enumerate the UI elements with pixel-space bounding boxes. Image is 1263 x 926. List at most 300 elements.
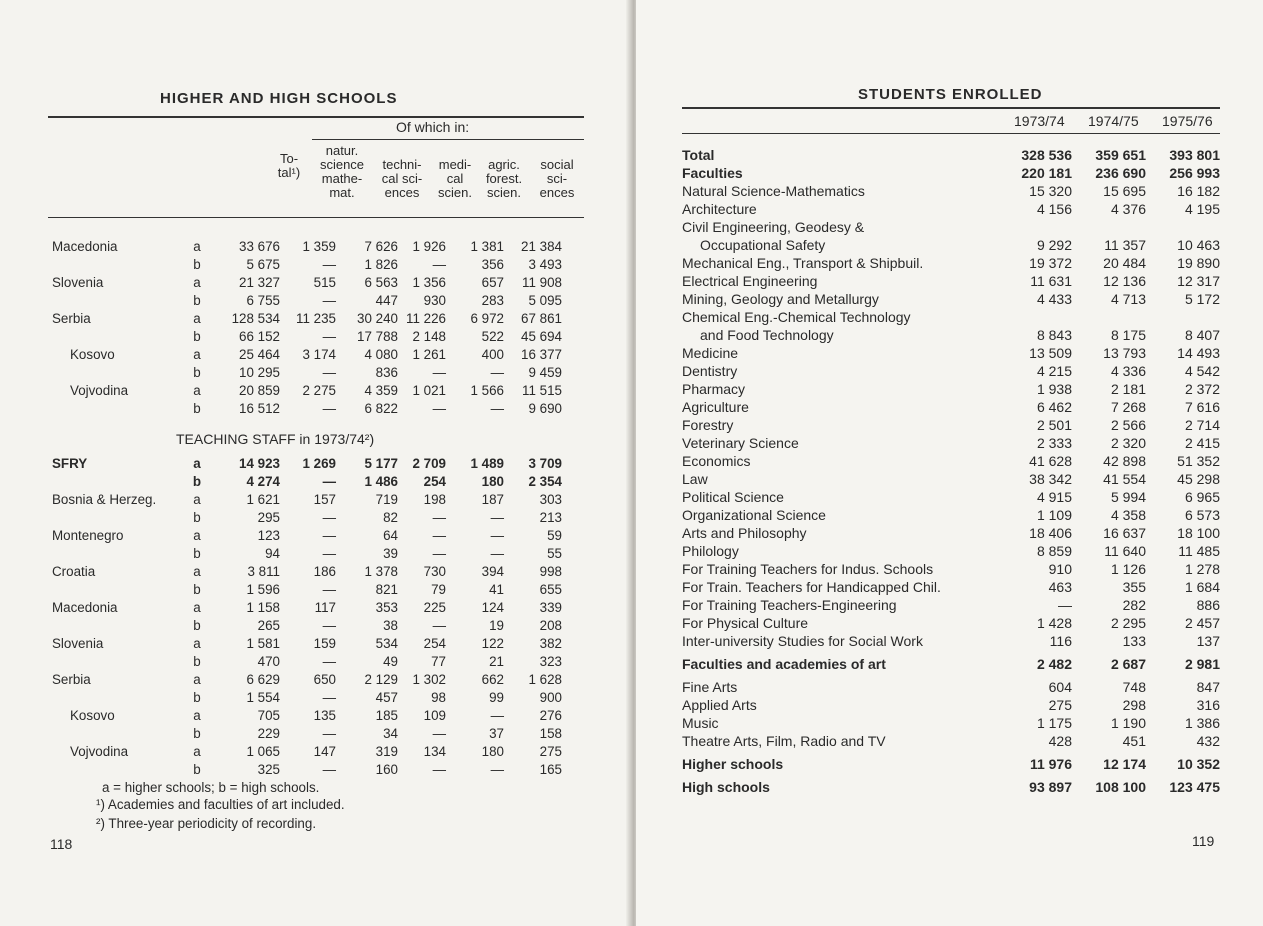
school-type: a xyxy=(193,275,201,290)
value-cell: 39 xyxy=(383,546,398,561)
value-cell: 359 651 xyxy=(1095,147,1146,163)
value-cell: 158 xyxy=(539,726,562,741)
value-cell: 18 100 xyxy=(1177,525,1220,541)
value-cell xyxy=(1072,218,1146,236)
value-cell: 4 359 xyxy=(364,383,398,398)
table-row xyxy=(682,200,1220,218)
value-cell: 137 xyxy=(1196,633,1220,649)
value-cell: 282 xyxy=(1122,597,1146,613)
column-header xyxy=(266,152,312,180)
value-cell: — xyxy=(490,365,504,380)
value-cell: 2 181 xyxy=(1110,381,1146,397)
table-row xyxy=(52,364,562,382)
value-cell: 18 406 xyxy=(1029,525,1072,541)
value-cell: 128 534 xyxy=(231,311,280,326)
value-cell: 275 xyxy=(539,744,562,759)
value-cell: 66 152 xyxy=(239,329,280,344)
value-cell: 5 095 xyxy=(528,293,562,308)
column-header-line: natur. xyxy=(325,143,359,158)
table-row xyxy=(52,545,562,563)
row-label: Forestry xyxy=(682,417,734,433)
value-cell: 1 566 xyxy=(470,383,504,398)
school-type: b xyxy=(193,401,201,416)
table-row xyxy=(52,509,562,527)
value-cell: — xyxy=(432,546,446,561)
column-header-line: agric. xyxy=(488,157,520,172)
value-cell: 2 981 xyxy=(1184,656,1220,672)
table-row xyxy=(52,617,562,635)
table-row xyxy=(682,434,1220,452)
value-cell: 4 915 xyxy=(1036,489,1072,505)
value-cell: 123 475 xyxy=(1169,779,1220,795)
value-cell: 2 129 xyxy=(364,672,398,687)
value-cell: 41 554 xyxy=(1103,471,1146,487)
value-cell: 4 542 xyxy=(1184,363,1220,379)
value-cell: 1 175 xyxy=(1036,715,1072,731)
value-cell: 6 573 xyxy=(1184,507,1220,523)
row-label: High schools xyxy=(682,779,770,795)
value-cell: 9 292 xyxy=(1036,237,1072,253)
table-row xyxy=(52,400,562,418)
value-cell: 356 xyxy=(481,257,504,272)
table-row xyxy=(52,761,562,779)
row-label: Occupational Safety xyxy=(700,237,826,253)
table-row xyxy=(52,328,562,346)
value-cell: 99 xyxy=(489,690,504,705)
school-type: b xyxy=(193,726,201,741)
value-cell: 7 616 xyxy=(1184,399,1220,415)
region-name: SFRY xyxy=(52,456,88,471)
value-cell: 16 182 xyxy=(1177,183,1220,199)
value-cell: 1 486 xyxy=(364,474,398,489)
region-name: Macedonia xyxy=(52,239,118,254)
value-cell: 4 713 xyxy=(1110,291,1146,307)
value-cell: 283 xyxy=(481,293,504,308)
value-cell: 14 493 xyxy=(1177,345,1220,361)
value-cell: 6 972 xyxy=(470,311,504,326)
value-cell: — xyxy=(322,762,336,777)
page-number-left: 118 xyxy=(50,836,73,852)
value-cell: 38 342 xyxy=(1029,471,1072,487)
table-row xyxy=(52,707,562,725)
right-title: STUDENTS ENROLLED xyxy=(858,86,1043,103)
value-cell: 998 xyxy=(539,564,562,579)
region-name xyxy=(52,617,172,635)
value-cell: 25 464 xyxy=(239,347,280,362)
value-cell: 7 268 xyxy=(1110,399,1146,415)
table-row xyxy=(682,488,1220,506)
value-cell: 7 626 xyxy=(364,239,398,254)
value-cell: 147 xyxy=(313,744,336,759)
school-type: b xyxy=(193,293,201,308)
table-row xyxy=(52,581,562,599)
region-name: Serbia xyxy=(52,311,91,326)
value-cell: 20 484 xyxy=(1103,255,1146,271)
value-cell: 4 274 xyxy=(246,474,280,489)
of-which-label: Of which in: xyxy=(396,119,470,135)
value-cell: 4 358 xyxy=(1110,507,1146,523)
table-row xyxy=(682,470,1220,488)
row-label: Veterinary Science xyxy=(682,435,799,451)
value-cell: 2 687 xyxy=(1110,656,1146,672)
value-cell: 1 021 xyxy=(412,383,446,398)
value-cell: 5 675 xyxy=(246,257,280,272)
school-type: b xyxy=(192,474,202,489)
value-cell: 5 177 xyxy=(364,456,398,471)
value-cell: 400 xyxy=(481,347,504,362)
value-cell: 94 xyxy=(265,546,280,561)
value-cell: 198 xyxy=(423,492,446,507)
value-cell: 11 976 xyxy=(1029,756,1072,772)
column-header-line: social xyxy=(540,157,574,172)
value-cell: 325 xyxy=(257,762,280,777)
value-cell: 254 xyxy=(423,474,446,489)
table-row xyxy=(682,560,1220,578)
teaching-staff-title: TEACHING STAFF in 1973/74²) xyxy=(176,431,375,447)
school-type: a xyxy=(193,708,201,723)
value-cell: 165 xyxy=(539,762,562,777)
column-header-line: forest. xyxy=(485,171,523,186)
table-row xyxy=(682,506,1220,524)
row-label: and Food Technology xyxy=(700,327,834,343)
row-label: Faculties xyxy=(682,165,743,181)
school-type: a xyxy=(193,347,201,362)
value-cell: 4 376 xyxy=(1110,201,1146,217)
value-cell: 4 336 xyxy=(1110,363,1146,379)
value-cell: 20 859 xyxy=(239,383,280,398)
table-row xyxy=(52,743,562,761)
column-header-line: techni- xyxy=(382,157,422,172)
row-label: Dentistry xyxy=(682,363,738,379)
table-row xyxy=(682,578,1220,596)
value-cell: 2 709 xyxy=(412,456,446,471)
value-cell: 213 xyxy=(539,510,562,525)
region-name xyxy=(52,292,172,310)
value-cell: 534 xyxy=(375,636,398,651)
value-cell: 4 215 xyxy=(1036,363,1072,379)
value-cell: 1 596 xyxy=(246,582,280,597)
table-row xyxy=(52,382,562,400)
row-label: Law xyxy=(682,471,708,487)
row-label: Natural Science-Mathematics xyxy=(682,183,865,199)
value-cell: — xyxy=(432,257,446,272)
table-row xyxy=(682,714,1220,732)
region-name: Kosovo xyxy=(70,708,115,723)
value-cell: 186 xyxy=(313,564,336,579)
column-header-line: To- xyxy=(279,151,299,166)
value-cell: 16 637 xyxy=(1103,525,1146,541)
region-name: Vojvodina xyxy=(70,744,129,759)
value-cell: 6 965 xyxy=(1184,489,1220,505)
value-cell xyxy=(1146,218,1220,236)
value-cell: 45 694 xyxy=(521,329,562,344)
top-rule xyxy=(48,116,584,118)
value-cell: 55 xyxy=(547,546,562,561)
school-type: a xyxy=(193,744,201,759)
value-cell: — xyxy=(432,618,446,633)
value-cell: 51 352 xyxy=(1177,453,1220,469)
value-cell: 21 384 xyxy=(521,239,562,254)
column-header-line: ences xyxy=(384,185,420,200)
table-row xyxy=(52,292,562,310)
table-row xyxy=(682,524,1220,542)
table-row xyxy=(52,238,562,256)
region-name xyxy=(52,725,172,743)
value-cell: — xyxy=(432,528,446,543)
value-cell: 229 xyxy=(257,726,280,741)
region-name xyxy=(52,364,172,382)
column-header-line: sci- xyxy=(546,171,568,186)
year-header: 1975/76 xyxy=(1162,113,1213,129)
value-cell: 5 172 xyxy=(1184,291,1220,307)
value-cell: 4 156 xyxy=(1036,201,1072,217)
value-cell: 254 xyxy=(423,636,446,651)
region-name: Kosovo xyxy=(70,347,115,362)
value-cell: 1 190 xyxy=(1110,715,1146,731)
value-cell: — xyxy=(490,546,504,561)
value-cell: 6 462 xyxy=(1036,399,1072,415)
value-cell: 1 278 xyxy=(1184,561,1220,577)
table-row xyxy=(52,563,562,581)
value-cell: — xyxy=(432,401,446,416)
value-cell: 82 xyxy=(383,510,398,525)
value-cell: 6 629 xyxy=(246,672,280,687)
value-cell: 116 xyxy=(1049,633,1072,649)
value-cell: 15 320 xyxy=(1029,183,1072,199)
school-type: a xyxy=(193,672,201,687)
value-cell: — xyxy=(322,726,336,741)
value-cell: 11 640 xyxy=(1104,543,1146,559)
value-cell: 328 536 xyxy=(1021,147,1072,163)
value-cell: 59 xyxy=(547,528,562,543)
value-cell: 265 xyxy=(257,618,280,633)
table-row xyxy=(682,655,1220,673)
column-header-line: mat. xyxy=(329,185,355,200)
value-cell: 12 174 xyxy=(1103,756,1146,772)
row-label: Faculties and academies of art xyxy=(682,656,886,672)
row-label: Chemical Eng.-Chemical Technology xyxy=(682,309,911,325)
of-which-rule xyxy=(312,139,584,140)
value-cell: 10 463 xyxy=(1177,237,1220,253)
value-cell: 323 xyxy=(539,654,562,669)
row-label: Fine Arts xyxy=(682,679,738,695)
value-cell: 11 908 xyxy=(522,275,562,290)
school-type: a xyxy=(193,492,201,507)
table-row xyxy=(682,290,1220,308)
value-cell: 117 xyxy=(314,600,336,615)
value-cell: 393 801 xyxy=(1169,147,1220,163)
column-header xyxy=(310,144,374,200)
value-cell: 77 xyxy=(431,654,446,669)
table-row xyxy=(682,632,1220,650)
row-label: Inter-university Studies for Social Work xyxy=(682,633,923,649)
value-cell: 256 993 xyxy=(1169,165,1220,181)
value-cell: — xyxy=(490,510,504,525)
value-cell: 1 378 xyxy=(364,564,398,579)
value-cell: — xyxy=(322,618,336,633)
school-type: a xyxy=(193,456,201,471)
region-name xyxy=(52,545,172,563)
table-row xyxy=(682,218,1220,236)
region-name: Slovenia xyxy=(52,275,104,290)
value-cell: 64 xyxy=(383,528,398,543)
value-cell: 122 xyxy=(481,636,504,651)
table-row xyxy=(682,344,1220,362)
table-row xyxy=(52,653,562,671)
table-row xyxy=(682,614,1220,632)
right-header-rule xyxy=(682,133,1220,134)
value-cell: 11 515 xyxy=(522,383,562,398)
table-row xyxy=(52,274,562,292)
table-row xyxy=(52,527,562,545)
row-label: For Train. Teachers for Handicapped Chil. xyxy=(682,579,941,595)
value-cell: 134 xyxy=(423,744,446,759)
table-row xyxy=(682,182,1220,200)
value-cell: — xyxy=(432,726,446,741)
table-row xyxy=(682,326,1220,344)
value-cell: 451 xyxy=(1122,733,1146,749)
table-row xyxy=(52,599,562,617)
value-cell: 9 459 xyxy=(528,365,562,380)
value-cell: 187 xyxy=(481,492,504,507)
row-label: Mechanical Eng., Transport & Shipbuil. xyxy=(682,255,924,271)
school-type: b xyxy=(193,618,201,633)
table-row xyxy=(682,596,1220,614)
value-cell: 655 xyxy=(539,582,562,597)
value-cell: 8 407 xyxy=(1184,327,1220,343)
table-row xyxy=(682,398,1220,416)
value-cell: 515 xyxy=(313,275,336,290)
table-row xyxy=(682,755,1220,773)
school-type: b xyxy=(193,762,201,777)
value-cell: 17 788 xyxy=(357,329,398,344)
region-name xyxy=(52,400,172,418)
value-cell: 295 xyxy=(257,510,280,525)
value-cell xyxy=(1008,308,1072,326)
value-cell: 428 xyxy=(1048,733,1072,749)
value-cell: 650 xyxy=(313,672,336,687)
column-header-line: science xyxy=(319,157,365,172)
table-row xyxy=(52,491,562,509)
table-row xyxy=(682,380,1220,398)
region-name: Slovenia xyxy=(52,636,104,651)
left-title: HIGHER AND HIGH SCHOOLS xyxy=(160,90,398,107)
value-cell: 2 148 xyxy=(412,329,446,344)
value-cell: — xyxy=(432,510,446,525)
value-cell: 604 xyxy=(1048,679,1072,695)
value-cell: 662 xyxy=(481,672,504,687)
value-cell: 930 xyxy=(423,293,446,308)
table-row xyxy=(682,542,1220,560)
school-type: b xyxy=(193,654,201,669)
table-row xyxy=(52,310,562,328)
value-cell: 8 859 xyxy=(1036,543,1072,559)
value-cell: 276 xyxy=(539,708,562,723)
year-header: 1974/75 xyxy=(1088,113,1139,129)
value-cell: 19 xyxy=(489,618,504,633)
value-cell: 49 xyxy=(383,654,398,669)
school-type: a xyxy=(193,600,201,615)
header-rule xyxy=(48,217,584,218)
row-label: For Training Teachers-Engineering xyxy=(682,597,897,613)
row-label: Higher schools xyxy=(682,756,784,772)
row-label: Mining, Geology and Metallurgy xyxy=(682,291,879,307)
column-header-line: ences xyxy=(539,185,575,200)
value-cell: 6 755 xyxy=(246,293,280,308)
right-top-rule xyxy=(682,107,1220,109)
value-cell: 2 457 xyxy=(1184,615,1220,631)
school-type: a xyxy=(193,239,201,254)
value-cell xyxy=(1072,308,1146,326)
value-cell: 886 xyxy=(1196,597,1220,613)
value-cell: 41 xyxy=(489,582,504,597)
value-cell: — xyxy=(322,510,336,525)
region-name: Macedonia xyxy=(52,600,118,615)
value-cell xyxy=(1146,308,1220,326)
school-type: a xyxy=(193,528,201,543)
value-cell: — xyxy=(322,690,336,705)
value-cell: 3 709 xyxy=(528,456,562,471)
school-type: b xyxy=(193,690,201,705)
value-cell: 394 xyxy=(481,564,504,579)
region-name: Bosnia & Herzeg. xyxy=(52,492,157,507)
value-cell: 11 631 xyxy=(1030,273,1072,289)
value-cell: 1 581 xyxy=(246,636,280,651)
row-label: Pharmacy xyxy=(682,381,746,397)
school-type: b xyxy=(193,329,201,344)
value-cell: 1 628 xyxy=(528,672,562,687)
table-row xyxy=(682,146,1220,164)
row-label: Medicine xyxy=(682,345,739,361)
column-header-line: medi- xyxy=(438,157,472,172)
value-cell: 9 690 xyxy=(528,401,562,416)
value-cell: 1 938 xyxy=(1036,381,1072,397)
value-cell: 457 xyxy=(375,690,398,705)
value-cell: 2 295 xyxy=(1110,615,1146,631)
value-cell: 1 158 xyxy=(246,600,280,615)
region-name xyxy=(52,653,172,671)
value-cell: 13 793 xyxy=(1103,345,1146,361)
value-cell: 37 xyxy=(489,726,504,741)
year-header: 1973/74 xyxy=(1014,113,1065,129)
table-row xyxy=(682,778,1220,796)
value-cell: 821 xyxy=(375,582,398,597)
table-row xyxy=(52,473,562,491)
value-cell: 93 897 xyxy=(1029,779,1072,795)
table-row xyxy=(52,256,562,274)
row-label: Arts and Philosophy xyxy=(682,525,807,541)
value-cell: 160 xyxy=(375,762,398,777)
value-cell: 19 372 xyxy=(1029,255,1072,271)
value-cell: 1 826 xyxy=(364,257,398,272)
value-cell: 522 xyxy=(481,329,504,344)
table-row xyxy=(52,671,562,689)
value-cell: 6 822 xyxy=(364,401,398,416)
table-row xyxy=(682,308,1220,326)
row-label: For Training Teachers for Indus. Schools xyxy=(682,561,934,577)
value-cell: 432 xyxy=(1196,733,1220,749)
value-cell: — xyxy=(322,401,336,416)
value-cell: 45 298 xyxy=(1177,471,1220,487)
school-type: b xyxy=(193,582,201,597)
value-cell: 705 xyxy=(257,708,280,723)
region-name xyxy=(52,256,172,274)
value-cell: 2 275 xyxy=(302,383,336,398)
right-page xyxy=(636,0,1263,926)
value-cell: 2 482 xyxy=(1036,656,1072,672)
row-label: Political Science xyxy=(682,489,784,505)
value-cell: 220 181 xyxy=(1021,165,1072,181)
